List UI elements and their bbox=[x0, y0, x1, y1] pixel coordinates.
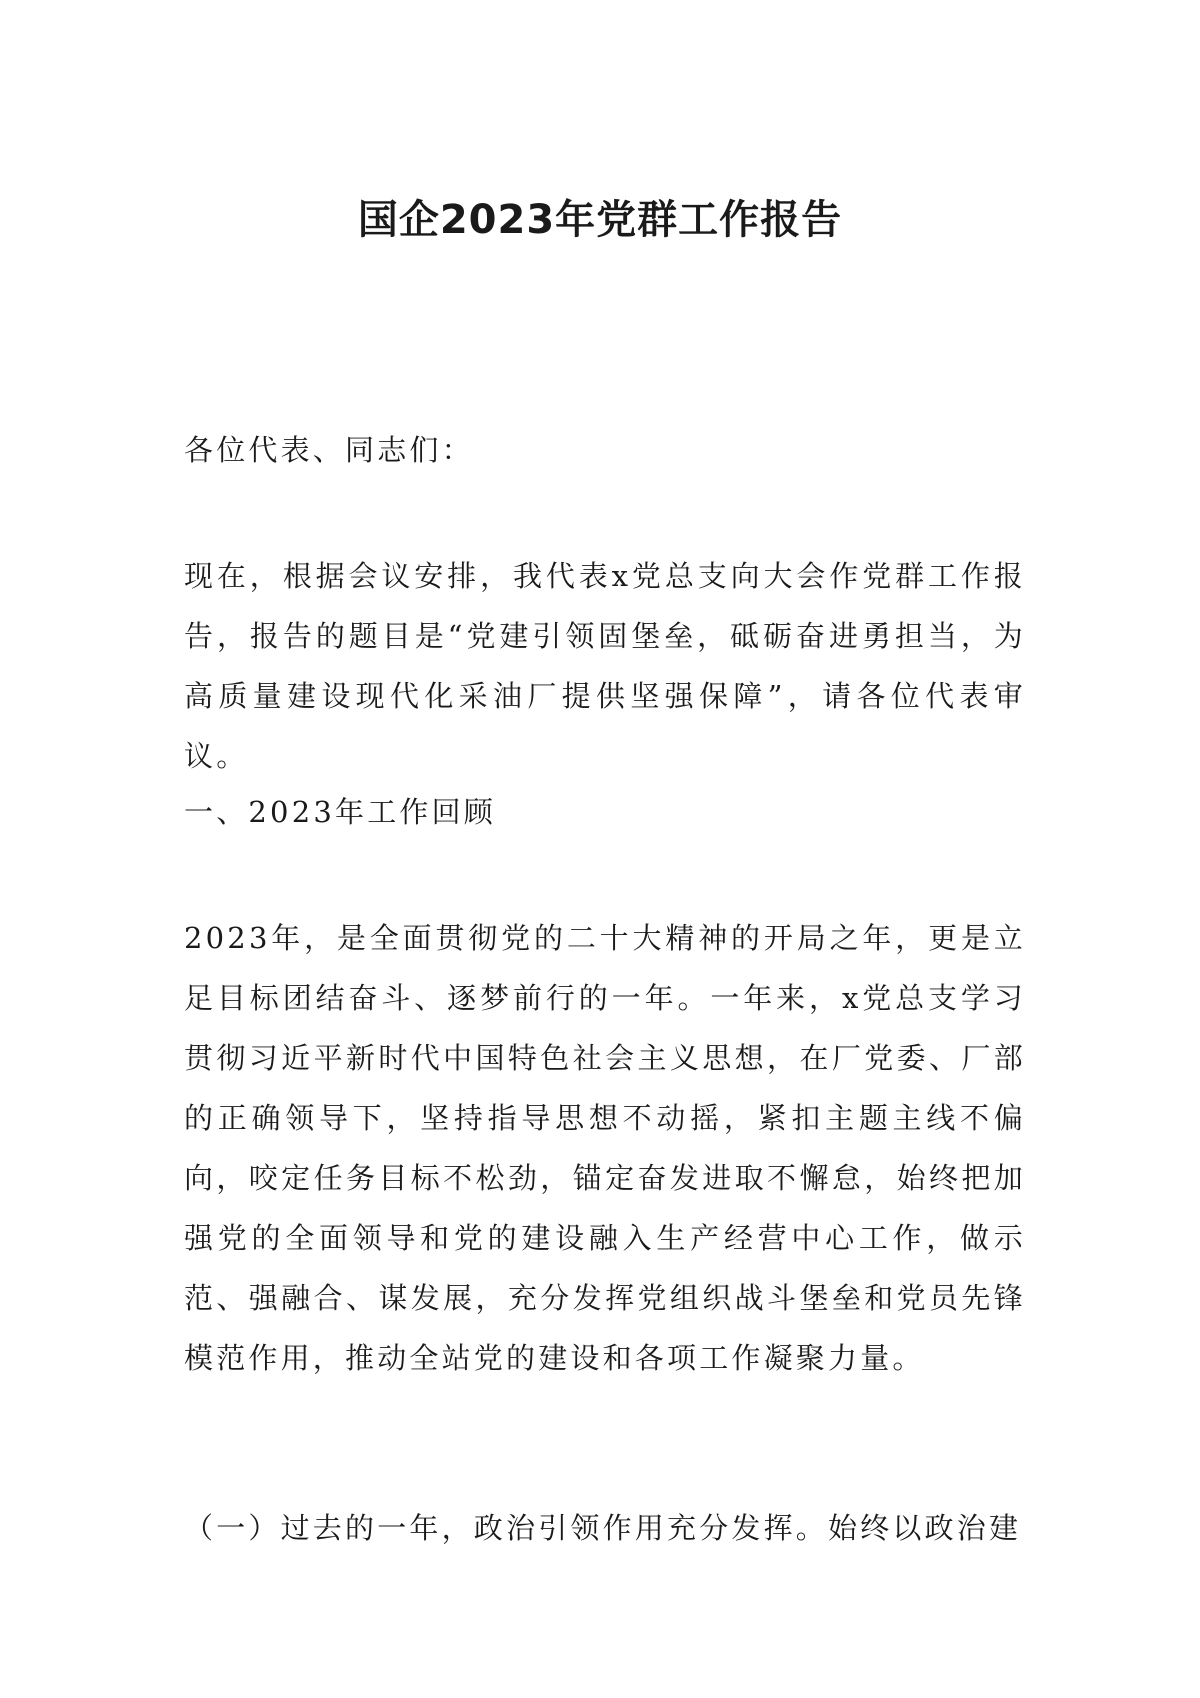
document-title: 国企2023年党群工作报告 bbox=[357, 197, 843, 243]
greeting-paragraph: 各位代表、同志们： bbox=[184, 433, 474, 467]
subsection-paragraph: （一）过去的一年，政治引领作用充分发挥。始终以政治建 bbox=[184, 1511, 1022, 1545]
intro-paragraph: 现在，根据会议安排，我代表x党总支向大会作党群工作报告，报告的题目是“党建引领固堡垒，砥砺奋进勇担当，为高质量建设现代化采油厂提供坚强保障”，请各位代表审议。 bbox=[184, 559, 1026, 773]
review-paragraph: 2023年，是全面贯彻党的二十大精神的开局之年，更是立足目标团结奋斗、逐梦前行的一年。一年来，x党总支学习贯彻习近平新时代中国特色社会主义思想，在厂党委、厂部的正确领导下，坚持指导思想不动摇，紧扣主题主线不偏向，咬定任务目标不松劲，锚定奋发进取不懈怠，始终把加强党的全面领导和党的建设融入生产经营中心工作，做示范、强融合、谋发展，充分发挥党组织战斗堡垒和党员先锋模范作用，推动全站党的建设和各项工作凝聚力量。 bbox=[184, 921, 1026, 1375]
section-heading: 一、2023年工作回顾 bbox=[184, 795, 497, 829]
